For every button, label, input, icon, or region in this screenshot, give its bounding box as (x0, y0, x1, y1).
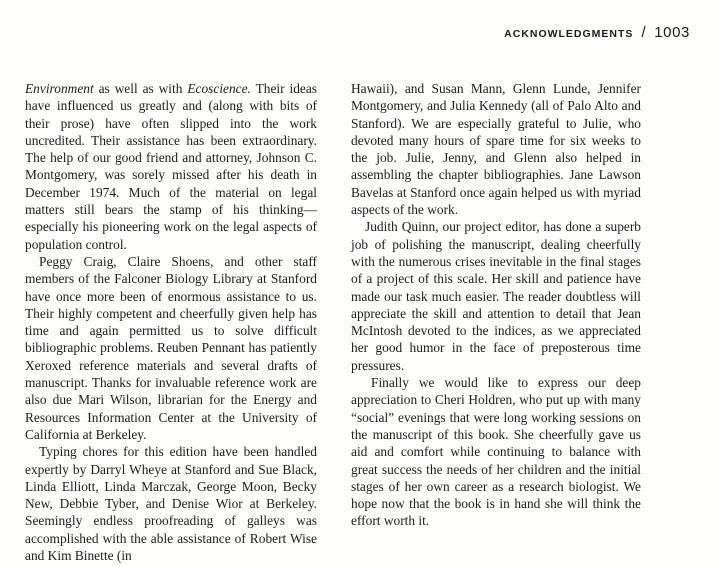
italic-text: Ecoscience. (187, 81, 251, 96)
right-column (351, 80, 641, 530)
left-column (25, 80, 317, 564)
paragraph: Finally we would like to express our deep appreciation to Cheri Holdren, who put up with many “social” evenings that were long working sessions on the manuscript of this book. She cheerfully gave us aid and comfort while continuing to balance with great success the needs of her children and the initial stages of her own career as a research biologist. We hope now that the book is in hand she will think the effort worth it. (351, 375, 641, 529)
header-separator: / (641, 24, 647, 41)
paragraph: Typing chores for this edition have been handled expertly by Darryl Wheye at Stanford and Sue Black, Linda Elliott, Linda Marczak, George Moon, Becky New, Debbie Tyber, and Denise Wior at Berkeley. Seemingly endless proofreading of galleys was accomplished with the able assistance of Robert Wise and Kim Binette (in (25, 444, 317, 564)
paragraph: Peggy Craig, Claire Shoens, and other staff members of the Falconer Biology Library at Stanford have once more been of enormous assistance to us. Their highly competent and cheerfully given help has time and again permitted us to solve difficult bibliographic problems. Reuben Pennant has patiently Xeroxed reference materials and several drafts of manuscript. Thanks for invaluable reference work are also due Mari Wilson, librarian for the Energy and Resources Information Center at the University of California at Berkeley. (25, 253, 317, 442)
paragraph: Judith Quinn, our project editor, has done a superb job of polishing the manuscript, dealing cheerfully with the numerous crises inevitable in the final stages of a project of this scale. Her skill and patience have made our task much easier. The reader doubtless will appreciate the skill and attention to detail that Jean McIntosh devoted to the indices, as we appreciated her good humor in the face of preposterous time pressures. (351, 219, 641, 373)
paragraph (25, 80, 317, 253)
page-number: 1003 (654, 24, 690, 41)
section-title: ACKNOWLEDGMENTS (504, 28, 634, 40)
italic-text: Environment (25, 81, 94, 96)
paragraph-text: Their ideas have influenced us greatly and (along with bits of their prose) have often slipped into the work uncredited. Their assistance has been extraordinary. The help of our good friend and attorney, Johnson C. Montgomery, was sorely missed after his death in December 1974. Much of the material on legal matters still bears the stamp of his thinking—especially his pioneering work on the legal aspects of population control. (25, 81, 317, 252)
paragraph: Hawaii), and Susan Mann, Glenn Lunde, Jennifer Montgomery, and Julia Kennedy (all of Palo Alto and Stanford). We are especially grateful to Julie, who devoted many hours of spare time for six weeks to the job. Julie, Jenny, and Glenn also helped in assembling the chapter bibliographies. Jane Lawson Bavelas at Stanford once again helped us with myriad aspects of the work. (351, 81, 641, 218)
paragraph-text: as well as with (93, 81, 188, 96)
running-head (504, 24, 690, 41)
